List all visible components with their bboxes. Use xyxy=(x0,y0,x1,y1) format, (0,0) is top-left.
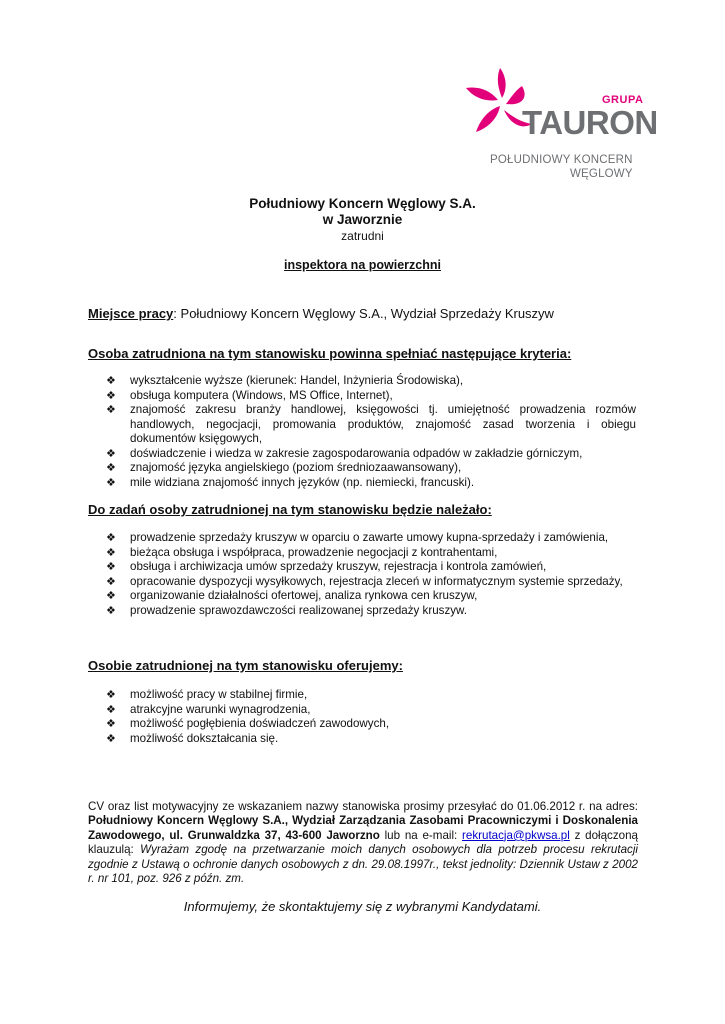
offer-list xyxy=(106,688,636,746)
bullet-icon: ❖ xyxy=(106,575,116,588)
duties-list xyxy=(106,531,636,618)
list-item: ❖ obsługa komputera (Windows, MS Office, Internet), xyxy=(106,388,393,402)
workplace-separator: : xyxy=(173,306,177,321)
bullet-icon: ❖ xyxy=(106,532,116,544)
workplace-label: Miejsce pracy xyxy=(88,306,174,321)
bullet-icon: ❖ xyxy=(106,718,116,730)
list-item: ❖ znajomość języka angielskiego (poziom średniozaawansowany), xyxy=(106,461,462,474)
offer-heading: Osobie zatrudnionej na tym stanowisku oferujemy: xyxy=(88,658,403,673)
email-link[interactable]: rekrutacja@pkwsa.pl xyxy=(462,828,570,842)
bullet-icon: ❖ xyxy=(106,462,116,474)
workplace xyxy=(88,306,554,321)
bullet-icon: ❖ xyxy=(106,546,116,559)
list-item: ❖ znajomość zakresu branży handlowej, księgowości tj. umiejętność prowadzenia rozmów handlowych, negocjacji, promowania produktów, znajomość zasad tworzenia i obiegu dokumentów księgowych, xyxy=(106,403,636,445)
workplace-value: Południowy Koncern Węglowy S.A., Wydział Sprzedaży Kruszyw xyxy=(176,306,554,321)
list-item: ❖ bieżąca obsługa i współpraca, prowadzenie negocjacji z kontrahentami, xyxy=(106,545,498,559)
list-item: ❖ wykształcenie wyższe (kierunek: Handel, Inżynieria Środowiska), xyxy=(106,374,464,387)
list-item: ❖ atrakcyjne warunki wynagrodzenia, xyxy=(106,702,311,716)
bullet-icon: ❖ xyxy=(106,732,116,745)
clause-intro: z dołączoną klauzulą: xyxy=(88,828,638,857)
list-item: ❖ prowadzenie sprawozdawczości realizowanej sprzedaży kruszyw. xyxy=(106,603,468,617)
bullet-icon: ❖ xyxy=(106,389,116,402)
logo-subtitle-line2: WĘGLOWY xyxy=(570,168,633,180)
company-location: w Jaworznie xyxy=(322,212,403,227)
logo-subtitle-line1: POŁUDNIOWY KONCERN xyxy=(490,154,633,166)
hires-verb: zatrudni xyxy=(341,229,384,243)
list-item: ❖ możliwość pogłębienia doświadczeń zawodowych, xyxy=(106,717,390,730)
bullet-icon: ❖ xyxy=(106,447,116,460)
logo-group-label: GRUPA xyxy=(602,94,644,106)
bullet-icon: ❖ xyxy=(106,375,116,387)
application-or-email: lub na e-mail: xyxy=(379,828,463,842)
list-item: ❖ możliwość dokształcania się. xyxy=(106,731,279,745)
list-item: ❖ prowadzenie sprzedaży kruszyw w oparciu o zawarte umowy kupna-sprzedaży i zamówienia, xyxy=(106,531,609,544)
company-name: Południowy Koncern Węglowy S.A. xyxy=(249,196,476,211)
requirements-list xyxy=(106,374,636,490)
consent-clause: Wyrażam zgodę na przetwarzanie moich danych osobowych dla potrzeb procesu rekrutacji zgodnie z Ustawą o ochronie danych osobowych z dn. 29.08.1997r., tekst jednolity: Dziennik Ustaw z 2002 r. nr 101, poz. 926 z późn. zm. xyxy=(88,843,638,886)
tauron-logo xyxy=(462,66,662,186)
bullet-icon: ❖ xyxy=(106,561,116,573)
bullet-icon: ❖ xyxy=(106,476,116,489)
list-item: ❖ mile widziana znajomość innych języków (np. niemiecki, francuski). xyxy=(106,475,475,489)
bullet-icon: ❖ xyxy=(106,604,116,617)
bullet-icon: ❖ xyxy=(106,404,116,416)
list-item: ❖ możliwość pracy w stabilnej firmie, xyxy=(106,688,308,701)
requirements-heading: Osoba zatrudniona na tym stanowisku powinna spełniać następujące kryteria: xyxy=(88,346,572,361)
bullet-icon: ❖ xyxy=(106,703,116,716)
list-item: ❖ organizowanie działalności ofertowej, analiza rynkowa cen kruszyw, xyxy=(106,589,478,602)
list-item: ❖ obsługa i archiwizacja umów sprzedaży kruszyw, rejestracja i kontrola zamówień, xyxy=(106,560,547,573)
bullet-icon: ❖ xyxy=(106,590,116,602)
duties-heading: Do zadań osoby zatrudnionej na tym stanowisku będzie należało: xyxy=(88,502,492,517)
closing-note: Informujemy, że skontaktujemy się z wybranymi Kandydatami. xyxy=(183,899,542,914)
application-address: Południowy Koncern Węglowy S.A., Wydział Zarządzania Zasobami Pracowniczymi i Doskonalenia Zawodowego, ul. Grunwaldzka 37, 43-600 Jaworzno xyxy=(88,814,638,842)
application-instructions xyxy=(88,800,638,886)
application-intro: CV oraz list motywacyjny ze wskazaniem nazwy stanowiska prosimy przesyłać do 01.06.2012 r. na adres: xyxy=(88,800,638,813)
bullet-icon: ❖ xyxy=(106,689,116,701)
list-item: ❖ doświadczenie i wiedza w zakresie zagospodarowania odpadów w zakładzie górniczym, xyxy=(106,446,583,460)
list-item: ❖ opracowanie dyspozycji wysyłkowych, rejestracja zleceń w informatycznym systemie sprzedaży, xyxy=(106,574,623,588)
logo-brand-name: TAURON xyxy=(522,104,658,141)
job-title: inspektora na powierzchni xyxy=(284,258,441,272)
